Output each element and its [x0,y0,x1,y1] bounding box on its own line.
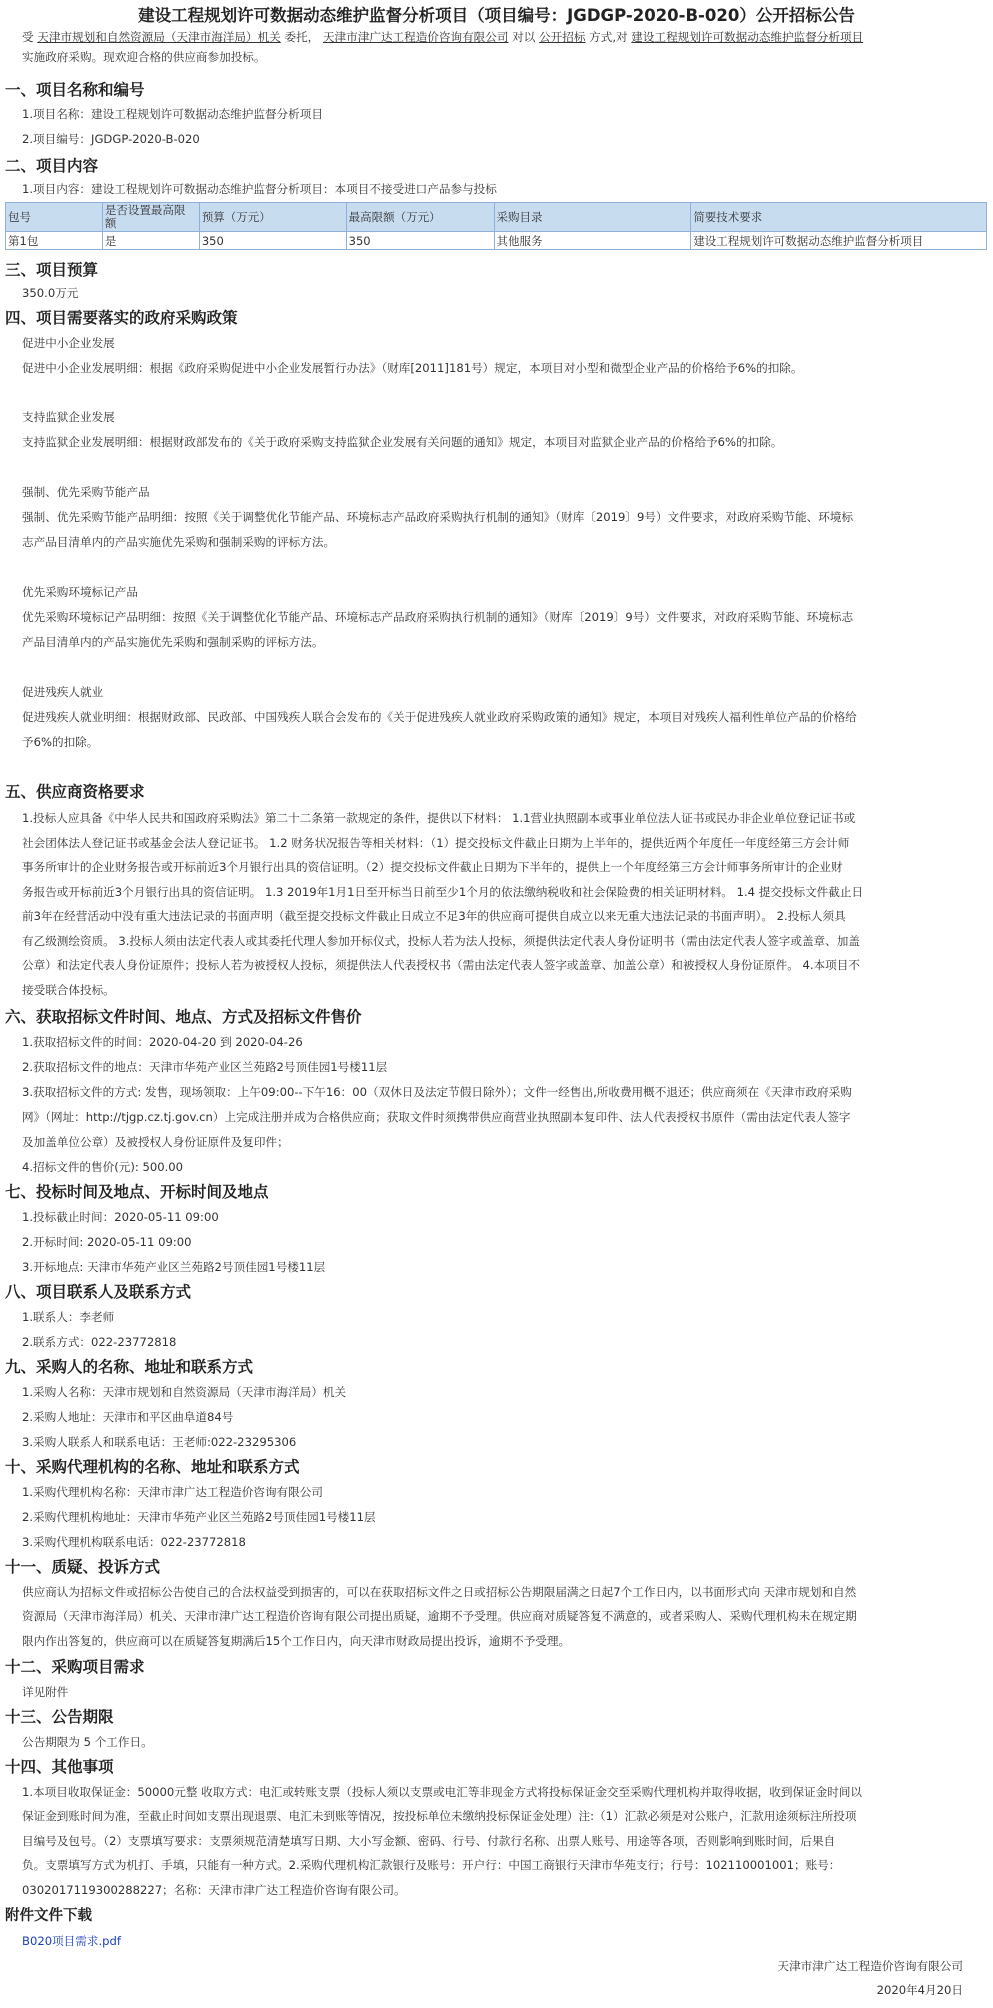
table-cell: 350 [199,232,346,250]
table-row [6,232,987,250]
purchaser-name: 1.采购人名称：天津市规划和自然资源局（天津市海洋局）机关 [22,1385,347,1399]
intro-text: 方式,对 [589,30,628,44]
other-matters-line: 0302017119300288227；名称：天津市津广达工程造价咨询有限公司。 [22,1883,406,1897]
table-header-cell: 包号 [6,203,103,232]
table-header-row [6,203,987,232]
contact-phone: 2.联系方式：022-23772818 [22,1335,177,1349]
policy-detail: 优先采购环境标记产品明细：按照《关于调整优化节能产品、环境标志产品政府采购执行机制的通知》（财库〔2019〕9号）文件要求，对政府采购节能、环境标志 [22,610,854,624]
other-matters-line: 目编号及包号。（2）支票填写要求：支票须规范清楚填写日期、大小写金额、密码、行号、付款行名称、出票人账号、用途等各项，否则影响到账时间，后果自 [22,1834,836,1848]
bid-deadline: 1.投标截止时间：2020-05-11 09:00 [22,1210,219,1224]
policy-detail: 予6%的扣除。 [22,735,99,749]
policy-detail: 促进残疾人就业明细：根据财政部、民政部、中国残疾人联合会发布的《关于促进残疾人就业政府采购政策的通知》规定，本项目对残疾人福利性单位产品的价格给 [22,710,857,724]
qualification-line: 事务所审计的企业财务报告或开标前近3个月银行出具的资信证明。（2）提交投标文件截止日期为下半年的，提供上一个年度经第三方会计师事务所审计的企业财 [22,860,843,874]
doc-way-line: 3.获取招标文件的方式: 发售，现场领取：上午09:00--下午16：00（双休日及法定节假日除外）；文件一经售出,所收费用概不退还；供应商须在《天津市政府采购 [22,1085,852,1099]
doc-time: 1.获取招标文件的时间：2020-04-20 到 2020-04-26 [22,1035,303,1049]
signature-org: 天津市津广达工程造价咨询有限公司 [777,1959,963,1973]
table-header-cell: 简要技术要求 [691,203,987,232]
qualification-line: 前3年在经营活动中没有重大违法记录的书面声明（截至提交投标文件截止日成立不足3年的供应商可提供自成立以来无重大违法记录的书面声明）。 2.投标人须具 [22,909,846,923]
qualification-line: 1.投标人应具备《中华人民共和国政府采购法》第二十二条第一款规定的条件，提供以下材料： 1.1营业执照副本或事业单位法人证书或民办非企业单位登记证书或 [22,811,856,825]
policy-title: 优先采购环境标记产品 [22,585,138,599]
table-cell: 350 [346,232,494,250]
project-content-line: 1.项目内容：建设工程规划许可数据动态维护监督分析项目：本项目不接受进口产品参与投标 [22,182,497,196]
section-heading: 十四、其他事项 [5,1758,114,1776]
complaint-line: 供应商认为招标文件或招标公告使自己的合法权益受到损害的，可以在获取招标文件之日或招标公告期限届满之日起7个工作日内，以书面形式向 天津市规划和自然 [22,1585,857,1599]
other-matters-line: 1.本项目收取保证金：50000元整 收取方式：电汇或转账支票（投标人须以支票或电汇等非现金方式将投标保证金交至采购代理机构并取得收据，收到保证金时间以 [22,1785,863,1799]
section-heading: 九、采购人的名称、地址和联系方式 [5,1358,254,1376]
qualification-line: 务报告或开标前近3个月银行出具的资信证明。 1.3 2019年1月1日至开标当日前至少1个月的依法缴纳税收和社会保险费的相关证明材料。 1.4 提交投标文件截止日 [22,885,864,899]
section-heading: 十、采购代理机构的名称、地址和联系方式 [5,1458,300,1476]
qualification-line: 接受联合体投标。 [22,983,115,997]
section-heading: 十二、采购项目需求 [5,1658,145,1676]
doc-way-line: 网》（网址：http://tjgp.cz.tj.gov.cn）上完成注册并成为合格供应商；获取文件时须携带供应商营业执照副本复印件、法人代表授权书原件（需由法定代表人签字 [22,1110,851,1124]
budget-value: 350.0万元 [22,286,79,300]
purchaser-contact: 3.采购人联系人和联系电话：王老师:022-23295306 [22,1435,297,1449]
requirements-text: 详见附件 [22,1685,69,1699]
policy-title: 支持监狱企业发展 [22,410,115,424]
agency-name-line: 1.采购代理机构名称：天津市津广达工程造价咨询有限公司 [22,1485,323,1499]
bid-open-time: 2.开标时间: 2020-05-11 09:00 [22,1235,192,1249]
package-table [5,202,987,250]
table-header-cell: 预算（万元） [199,203,346,232]
table-cell: 第1包 [6,232,103,250]
signature-date: 2020年4月20日 [876,1983,963,1997]
project-name: 建设工程规划许可数据动态维护监督分析项目 [631,30,864,44]
section-heading: 四、项目需要落实的政府采购政策 [5,309,238,327]
section-heading: 十一、质疑、投诉方式 [5,1558,161,1576]
complaint-line: 资源局（天津市海洋局）机关、天津市津广达工程造价咨询有限公司提出质疑，逾期不予受理。供应商对质疑答复不满意的，或者采购人、采购代理机构未在规定期 [22,1609,857,1623]
agency-phone: 3.采购代理机构联系电话：022-23772818 [22,1535,246,1549]
doc-way-line: 及加盖单位公章）及被授权人身份证原件及复印件； [22,1135,289,1149]
other-matters-line: 保证金到账时间为准，至截止时间如支票出现退票、电汇未到账等情况，按投标单位未缴纳投标保证金处理）注:（1）汇款必须是对公账户，汇款用途须标注所投项 [22,1809,857,1823]
project-number-line: 2.项目编号：JGDGP-2020-B-020 [22,132,200,146]
qualification-line: 公章）和法定代表人身份证原件；投标人若为被授权人投标，须提供法人代表授权书（需由法定代表人签字或盖章、加盖公章）和被授权人身份证原件。 4.本项目不 [22,958,860,972]
purchaser-address: 2.采购人地址：天津市和平区曲阜道84号 [22,1410,234,1424]
intro-paragraph [22,27,986,67]
agency-address: 2.采购代理机构地址：天津市华苑产业区兰苑路2号顶佳园1号楼11层 [22,1510,376,1524]
section-heading: 二、项目内容 [5,157,99,175]
procurement-method: 公开招标 [539,30,586,44]
policy-detail: 强制、优先采购节能产品明细：按照《关于调整优化节能产品、环境标志产品政府采购执行机制的通知》（财库〔2019〕9号）文件要求，对政府采购节能、环境标 [22,510,854,524]
agency-name: 天津市津广达工程造价咨询有限公司 [322,30,509,44]
attachment-link[interactable]: B020项目需求.pdf [22,1934,121,1948]
doc-price: 4.招标文件的售价(元): 500.00 [22,1160,184,1174]
notice-period: 公告期限为 5 个工作日。 [22,1735,153,1749]
policy-title: 强制、优先采购节能产品 [22,485,150,499]
section-heading: 三、项目预算 [5,261,99,279]
section-heading: 五、供应商资格要求 [5,783,145,801]
complaint-line: 限内作出答复的，供应商可以在质疑答复期满后15个工作日内，向天津市财政局提出投诉，逾期不予受理。 [22,1634,571,1648]
page-title: 建设工程规划许可数据动态维护监督分析项目（项目编号：JGDGP-2020-B-020）公开招标公告 [138,6,855,25]
contact-person: 1.联系人：李老师 [22,1310,115,1324]
table-header-cell: 是否设置最高限额 [102,203,199,232]
policy-detail: 促进中小企业发展明细：根据《政府采购促进中小企业发展暂行办法》（财库[2011]181号）规定，本项目对小型和微型企业产品的价格给予6%的扣除。 [22,361,803,375]
qualification-line: 有乙级测绘资质。 3.投标人须由法定代表人或其委托代理人参加开标仪式，投标人若为法人投标，须提供法定代表人身份证明书（需由法定代表人签字或盖章、加盖 [22,934,860,948]
intro-text: 实施政府采购。现欢迎合格的供应商参加投标。 [22,50,266,64]
intro-text: 委托， [284,30,320,44]
section-heading: 七、投标时间及地点、开标时间及地点 [5,1183,269,1201]
section-heading: 八、项目联系人及联系方式 [5,1283,192,1301]
policy-title: 促进中小企业发展 [22,336,115,350]
table-cell: 其他服务 [494,232,691,250]
intro-text: 对以 [512,30,536,44]
other-matters-line: 负。支票填写方式为机打、手填，只能有一种方式。2.采购代理机构汇款银行及账号：开户行：中国工商银行天津市华苑支行；行号：102110001001；账号： [22,1858,841,1872]
qualification-line: 社会团体法人登记证书或基金会法人登记证书。 1.2 财务状况报告等相关材料：（1）提交投标文件截止日期为上半年的，提供近两个年度任一年度经第三方会计师 [22,836,850,850]
policy-detail: 志产品目清单内的产品实施优先采购和强制采购的评标方法。 [22,535,336,549]
table-cell: 建设工程规划许可数据动态维护监督分析项目 [691,232,987,250]
bid-open-place: 3.开标地点: 天津市华苑产业区兰苑路2号顶佳园1号楼11层 [22,1260,326,1274]
section-heading: 一、项目名称和编号 [5,81,145,99]
section-heading: 十三、公告期限 [5,1708,114,1726]
table-cell: 是 [102,232,199,250]
policy-detail: 支持监狱企业发展明细：根据财政部发布的《关于政府采购支持监狱企业发展有关问题的通知》规定，本项目对监狱企业产品的价格给予6%的扣除。 [22,435,783,449]
policy-detail: 产品目清单内的产品实施优先采购和强制采购的评标方法。 [22,635,324,649]
buyer-name: 天津市规划和自然资源局（天津市海洋局）机关 [37,30,281,44]
attachments-heading: 附件文件下载 [5,1908,92,1924]
policy-title: 促进残疾人就业 [22,685,104,699]
intro-text: 受 [22,30,34,44]
section-heading: 六、获取招标文件时间、地点、方式及招标文件售价 [5,1008,362,1026]
table-header-cell: 最高限额（万元） [346,203,494,232]
doc-place: 2.获取招标文件的地点：天津市华苑产业区兰苑路2号顶佳园1号楼11层 [22,1060,388,1074]
table-header-cell: 采购目录 [494,203,691,232]
project-name-line: 1.项目名称：建设工程规划许可数据动态维护监督分析项目 [22,107,323,121]
